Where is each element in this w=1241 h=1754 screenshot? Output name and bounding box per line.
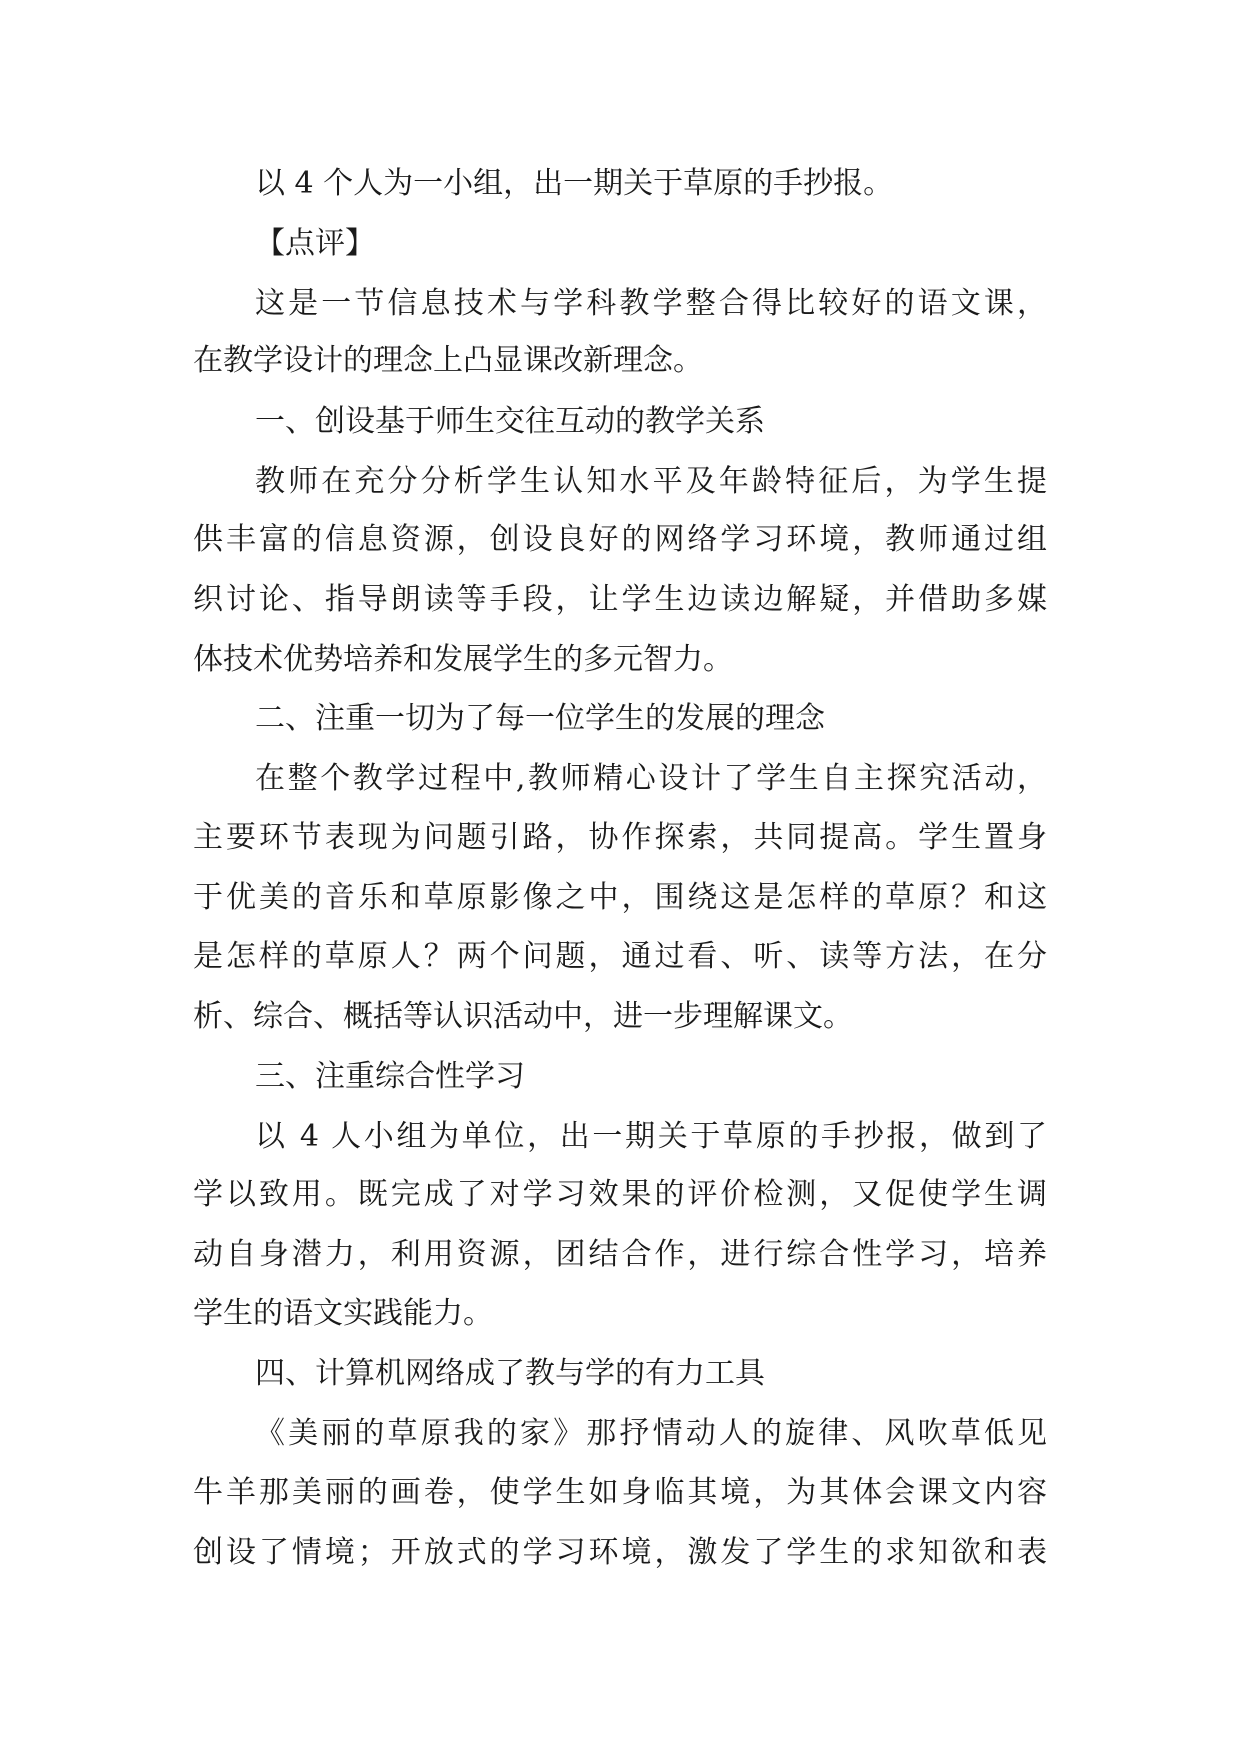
section-heading: 一、创设基于师生交往互动的教学关系 <box>255 404 765 439</box>
section-heading: 二、注重一切为了每一位学生的发展的理念 <box>255 701 825 736</box>
text-line: 这是一节信息技术与学科教学整合得比较好的语文课， <box>255 286 1047 321</box>
text-line: 学生的语文实践能力。 <box>193 1296 493 1331</box>
text-line: 创设了情境；开放式的学习环境，激发了学生的求知欲和表 <box>193 1535 1047 1570</box>
text-line: 动自身潜力，利用资源，团结合作，进行综合性学习，培养 <box>193 1237 1047 1272</box>
text-line: 织讨论、指导朗读等手段，让学生边读边解疑，并借助多媒 <box>193 582 1047 617</box>
text-line: 以 4 个人为一小组，出一期关于草原的手抄报。 <box>255 166 894 201</box>
text-line: 主要环节表现为问题引路，协作探索，共同提高。学生置身 <box>193 820 1047 855</box>
text-line: 以 4 人小组为单位，出一期关于草原的手抄报，做到了 <box>255 1119 1047 1154</box>
text-line: 于优美的音乐和草原影像之中，围绕这是怎样的草原？和这 <box>193 880 1047 915</box>
text-line: 体技术优势培养和发展学生的多元智力。 <box>193 642 733 677</box>
text-line: 学以致用。既完成了对学习效果的评价检测，又促使学生调 <box>193 1177 1047 1212</box>
text-line: 《美丽的草原我的家》那抒情动人的旋律、风吹草低见 <box>255 1416 1047 1451</box>
section-heading: 【点评】 <box>255 226 375 261</box>
section-heading: 四、计算机网络成了教与学的有力工具 <box>255 1356 765 1391</box>
text-line: 在教学设计的理念上凸显课改新理念。 <box>193 343 703 378</box>
text-line: 牛羊那美丽的画卷，使学生如身临其境，为其体会课文内容 <box>193 1475 1047 1510</box>
text-line: 析、综合、概括等认识活动中，进一步理解课文。 <box>193 999 853 1034</box>
text-line: 在整个教学过程中,教师精心设计了学生自主探究活动， <box>255 761 1047 796</box>
section-heading: 三、注重综合性学习 <box>255 1059 525 1094</box>
text-line: 供丰富的信息资源，创设良好的网络学习环境，教师通过组 <box>193 522 1047 557</box>
text-line: 是怎样的草原人？两个问题，通过看、听、读等方法，在分 <box>193 939 1047 974</box>
text-line: 教师在充分分析学生认知水平及年龄特征后，为学生提 <box>255 464 1047 499</box>
